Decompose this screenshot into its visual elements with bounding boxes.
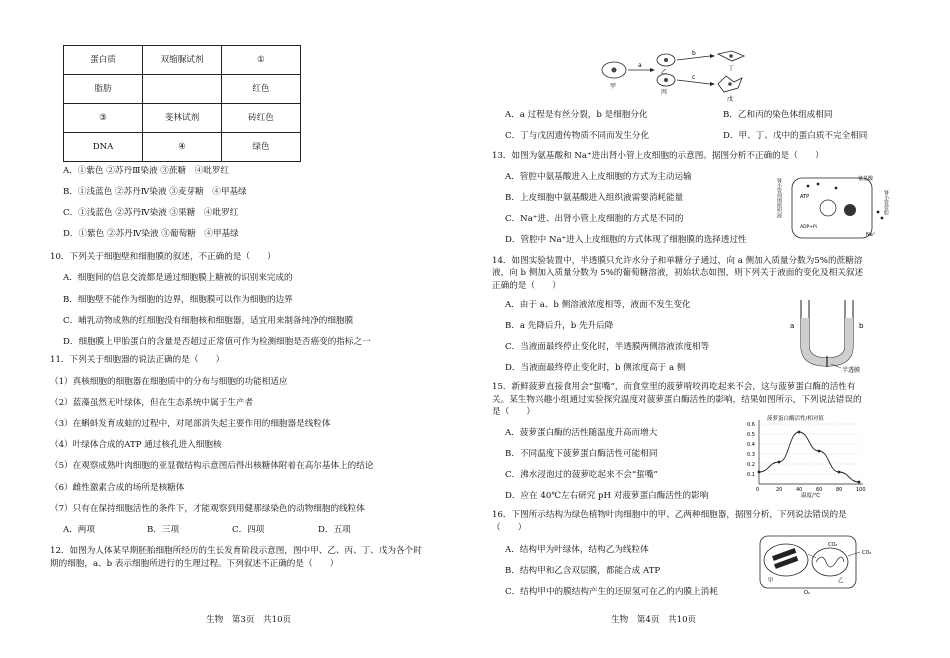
q14-stem-line3: 正确的是（ ） <box>492 281 561 291</box>
data-point <box>778 461 781 464</box>
label-a-side: a <box>790 322 795 330</box>
data-point <box>798 431 801 434</box>
table-cell: 砖红色 <box>222 104 301 133</box>
table-cell <box>143 75 222 104</box>
q10-option-b: B．细胞壁不能作为细胞的边界，细胞膜可以作为细胞的边界 <box>63 295 293 305</box>
q11-stem: 11．下列关于细胞器的说法正确的是（ ） <box>50 355 225 365</box>
q16-stem-line1: 16．下图所示结构为绿色植物叶肉细胞中的甲、乙两种细胞器，据图分析，下列说法错误的是 <box>492 510 847 520</box>
label-c: c <box>692 74 696 81</box>
q15-option-c: C．沸水浸泡过的菠萝吃起来不会“蜇嘴” <box>505 470 658 480</box>
table-cell: DNA <box>64 133 143 162</box>
q10-option-a: A．细胞间的信息交流都是通过细胞膜上糖被的识别来完成的 <box>63 273 293 283</box>
x-axis-label: 温度/℃ <box>801 493 821 499</box>
q11-item: （1）真核细胞的细胞器在细胞质中的分布与细胞的功能相适应 <box>50 377 288 387</box>
table-cell: ③ <box>64 104 143 133</box>
arrowhead <box>710 82 715 86</box>
q14-stem-line1: 14．如图实验装置中，半透膜只允许水分子和单糖分子通过，向 a 侧加入质量分数为5%的蔗糖溶 <box>492 256 863 266</box>
q16-option-c: C．结构甲中的膜结构产生的还原氢可在乙的内膜上消耗 <box>505 587 718 597</box>
nucleus <box>728 82 732 86</box>
u-tube-figure <box>787 296 879 374</box>
y-tick-label: 0.2 <box>747 462 755 468</box>
q11-item: （2）蓝藻虽然无叶绿体，但在生态系统中属于生产者 <box>50 398 254 408</box>
q16-option-a: A．结构甲为叶绿体，结构乙为线粒体 <box>505 545 649 555</box>
label-a: a <box>638 62 642 69</box>
label-jia: 甲 <box>610 83 617 90</box>
data-point-group <box>758 431 861 484</box>
label-yi: 乙 <box>661 69 668 76</box>
q13-stem: 13．如图为氨基酸和 Na⁺进出肾小管上皮细胞的示意图。据图分析不正确的是（ ） <box>492 151 824 161</box>
q15-option-d: D．应在 40℃左右研究 pH 对菠萝蛋白酶活性的影响 <box>505 491 709 501</box>
q9-option-c: C．①浅蓝色 ②苏丹Ⅳ染液 ③果糖 ④吡罗红 <box>63 208 239 218</box>
label-bing: 丙 <box>661 89 668 96</box>
q11-option-c: C．四项 <box>232 525 265 535</box>
table-cell: ① <box>222 46 301 75</box>
channel <box>820 200 836 216</box>
label-interstitial: 肾小管周围组织液 <box>776 178 782 218</box>
q15-stem-line3: 是（ ） <box>492 407 535 417</box>
q16-option-b: B．结构甲和乙含双层膜，都能合成 ATP <box>505 566 661 576</box>
reagent-table <box>63 45 301 162</box>
label-b: b <box>692 50 696 57</box>
x-tick-label: 40 <box>796 487 803 493</box>
carrier <box>844 204 856 216</box>
table-cell: ④ <box>143 133 222 162</box>
x-tick-label: 20 <box>776 487 783 493</box>
amino-acid-dot <box>817 183 820 186</box>
label-o2: O₂ <box>804 590 810 596</box>
right-page <box>475 0 950 658</box>
q11-option-b: B．三项 <box>147 525 180 535</box>
na-dot <box>877 211 880 214</box>
q11-option-d: D．五项 <box>318 525 351 535</box>
q11-item: （4）叶绿体合成的ATP 通过核孔进入细胞核 <box>50 440 222 450</box>
table-cell: 红色 <box>222 75 301 104</box>
q11-item: （7）只有在保持细胞活性的条件下，才能观察到用健那绿染色的动物细胞的线粒体 <box>50 504 365 514</box>
data-point <box>758 471 761 474</box>
cristae <box>816 557 844 567</box>
q9-option-b: B．①浅蓝色 ②苏丹Ⅳ染液 ③麦芽糖 ④甲基绿 <box>63 187 247 197</box>
chart-title: 菠萝蛋白酶活性/相对值 <box>767 416 824 422</box>
table-cell: 斐林试剂 <box>143 104 222 133</box>
q16-stem-line2: （ ） <box>492 523 527 533</box>
table-cell: 双缩脲试剂 <box>143 46 222 75</box>
label-na: Na⁺ <box>866 232 876 238</box>
q10-option-d: D．细胞膜上甲胎蛋白的含量是否超过正常值可作为检测细胞是否癌变的指标之一 <box>63 337 371 347</box>
x-tick-label: 80 <box>836 487 843 493</box>
q14-option-b: B．a 先降后升，b 先升后降 <box>505 321 614 331</box>
page-footer: 生物 第3页 共10页 <box>206 615 292 625</box>
label-b-side: b <box>859 322 864 330</box>
data-point <box>838 471 841 474</box>
tube-inner <box>809 300 845 358</box>
amino-acid-dot <box>807 185 810 188</box>
q12-stem-line1: 12．如图为人体某早期胚胎细胞所经历的生长发育阶段示意图，图中甲、乙、丙、丁、戊为各个时 <box>50 546 422 556</box>
label-adp: ADP+Pi <box>800 225 817 230</box>
amino-acid-dot <box>835 187 838 190</box>
label-jia: 甲 <box>768 578 774 584</box>
q15-option-a: A．菠萝蛋白酶的活性随温度升高而增大 <box>505 428 658 438</box>
q11-item: （6）雌性激素合成的场所是核糖体 <box>50 483 185 493</box>
cell-development-figure <box>600 48 770 103</box>
q13-option-a: A．管腔中氨基酸进入上皮细胞的方式为主动运输 <box>505 172 692 182</box>
y-tick-label: 0.6 <box>747 422 755 428</box>
q10-stem: 10．下列关于细胞壁和细胞膜的叙述，不正确的是（ ） <box>50 252 276 262</box>
mitochondrion <box>812 548 848 576</box>
q14-stem-line2: 液，向 b 侧加入质量分数为 5%的葡萄糖溶液，初始状态如图，则下列关于液面的变化及相关叙述 <box>492 268 864 278</box>
table-row <box>64 75 301 104</box>
label-yi: 乙 <box>838 578 844 584</box>
q12-option-a: A．a 过程是有丝分裂，b 是细胞分化 <box>505 110 648 120</box>
na-dot <box>881 217 884 220</box>
table-cell: 绿色 <box>222 133 301 162</box>
y-tick-label: 0.3 <box>747 452 755 458</box>
y-tick-label: 0.5 <box>747 432 755 438</box>
q15-stem-line1: 15．新鲜菠萝直接食用会“蜇嘴”，而食堂里的菠萝啃咬再吃起来不会，这与菠萝蛋白酶的活性有 <box>492 382 856 392</box>
data-point <box>818 450 821 453</box>
q14-option-c: C．当液面最终停止变化时，半透膜两侧溶液浓度相等 <box>505 342 710 352</box>
page-footer: 生物 第4页 共10页 <box>611 615 697 625</box>
label-membrane: 半透膜 <box>842 367 861 374</box>
q9-option-d: D．①紫色 ②苏丹Ⅳ染液 ③葡萄糖 ④甲基绿 <box>63 229 239 239</box>
q14-option-a: A．由于 a、b 侧溶液浓度相等，液面不发生变化 <box>505 300 691 310</box>
table-row <box>64 104 301 133</box>
label-amino-acid: 氨基酸 <box>858 176 874 182</box>
q13-option-b: B．上皮细胞中氨基酸进入组织液需要消耗能量 <box>505 193 684 203</box>
enzyme-activity-chart <box>737 412 867 498</box>
organelle-figure <box>758 532 880 600</box>
nucleus <box>664 78 668 82</box>
arrow <box>848 552 860 556</box>
y-tick-label: 0.1 <box>747 472 755 478</box>
q12-option-d: D．甲、丁、戊中的蛋白质不完全相同 <box>723 131 868 141</box>
table-cell: 蛋白质 <box>64 46 143 75</box>
x-tick-label: 0 <box>756 487 760 493</box>
y-tick-label: 0.4 <box>747 442 755 448</box>
x-tick-label: 60 <box>816 487 823 493</box>
activity-curve <box>759 432 859 482</box>
q13-option-c: C．Na⁺进、出肾小管上皮细胞的方式是不同的 <box>505 214 684 224</box>
q12-stem-line2: 期的细胞，a、b 表示细胞所进行的生理过程。下列叙述不正确的是（ ） <box>50 559 339 569</box>
q14-option-d: D．当液面最终停止变化时，b 侧浓度高于 a 侧 <box>505 363 686 373</box>
nucleus <box>612 68 617 73</box>
table-row <box>64 46 301 75</box>
x-tick-label: 100 <box>856 487 866 493</box>
label-atp: ATP <box>800 194 810 200</box>
arrowhead <box>710 54 715 58</box>
data-point <box>858 481 861 484</box>
tubule-cell-figure <box>778 172 896 242</box>
q11-option-a: A．两项 <box>63 525 95 535</box>
arrowhead <box>650 68 655 72</box>
nucleus <box>664 58 668 62</box>
nucleus <box>729 54 733 58</box>
y-tick-group <box>747 422 859 478</box>
q12-option-c: C．丁与戊因遗传物质不同而发生分化 <box>505 131 650 141</box>
q9-option-a: A．①紫色 ②苏丹Ⅲ染液 ③蔗糖 ④吡罗红 <box>63 166 230 176</box>
table-row <box>64 133 301 162</box>
label-ding: 丁 <box>728 65 735 72</box>
q15-stem-line2: 关。某生物兴趣小组通过实验探究温度对菠萝蛋白酶活性的影响，结果如图所示，下列说法错误的 <box>492 395 862 405</box>
label-lumen: 肾小管管腔 <box>883 190 889 215</box>
q12-option-b: B．乙和丙的染色体组成相同 <box>723 110 833 120</box>
label-co2: CO₂ <box>828 542 838 548</box>
q11-item: （5）在观察成熟叶肉细胞的亚显微结构示意图后得出核糖体附着在高尔基体上的结论 <box>50 461 374 471</box>
label-wu: 戊 <box>727 96 734 103</box>
label-co2-out: CO₂ <box>862 550 872 556</box>
q10-option-c: C．哺乳动物成熟的红细胞没有细胞核和细胞器，适宜用来制备纯净的细胞膜 <box>63 316 354 326</box>
q11-item: （3）在蝌蚪发育成蛙的过程中，对尾部消失起主要作用的细胞器是线粒体 <box>50 419 331 429</box>
q13-option-d: D．管腔中 Na⁺进入上皮细胞的方式体现了细胞膜的选择透过性 <box>505 235 747 245</box>
q15-option-b: B．不同温度下菠萝蛋白酶活性可能相同 <box>505 449 658 459</box>
table-cell: 脂肪 <box>64 75 143 104</box>
